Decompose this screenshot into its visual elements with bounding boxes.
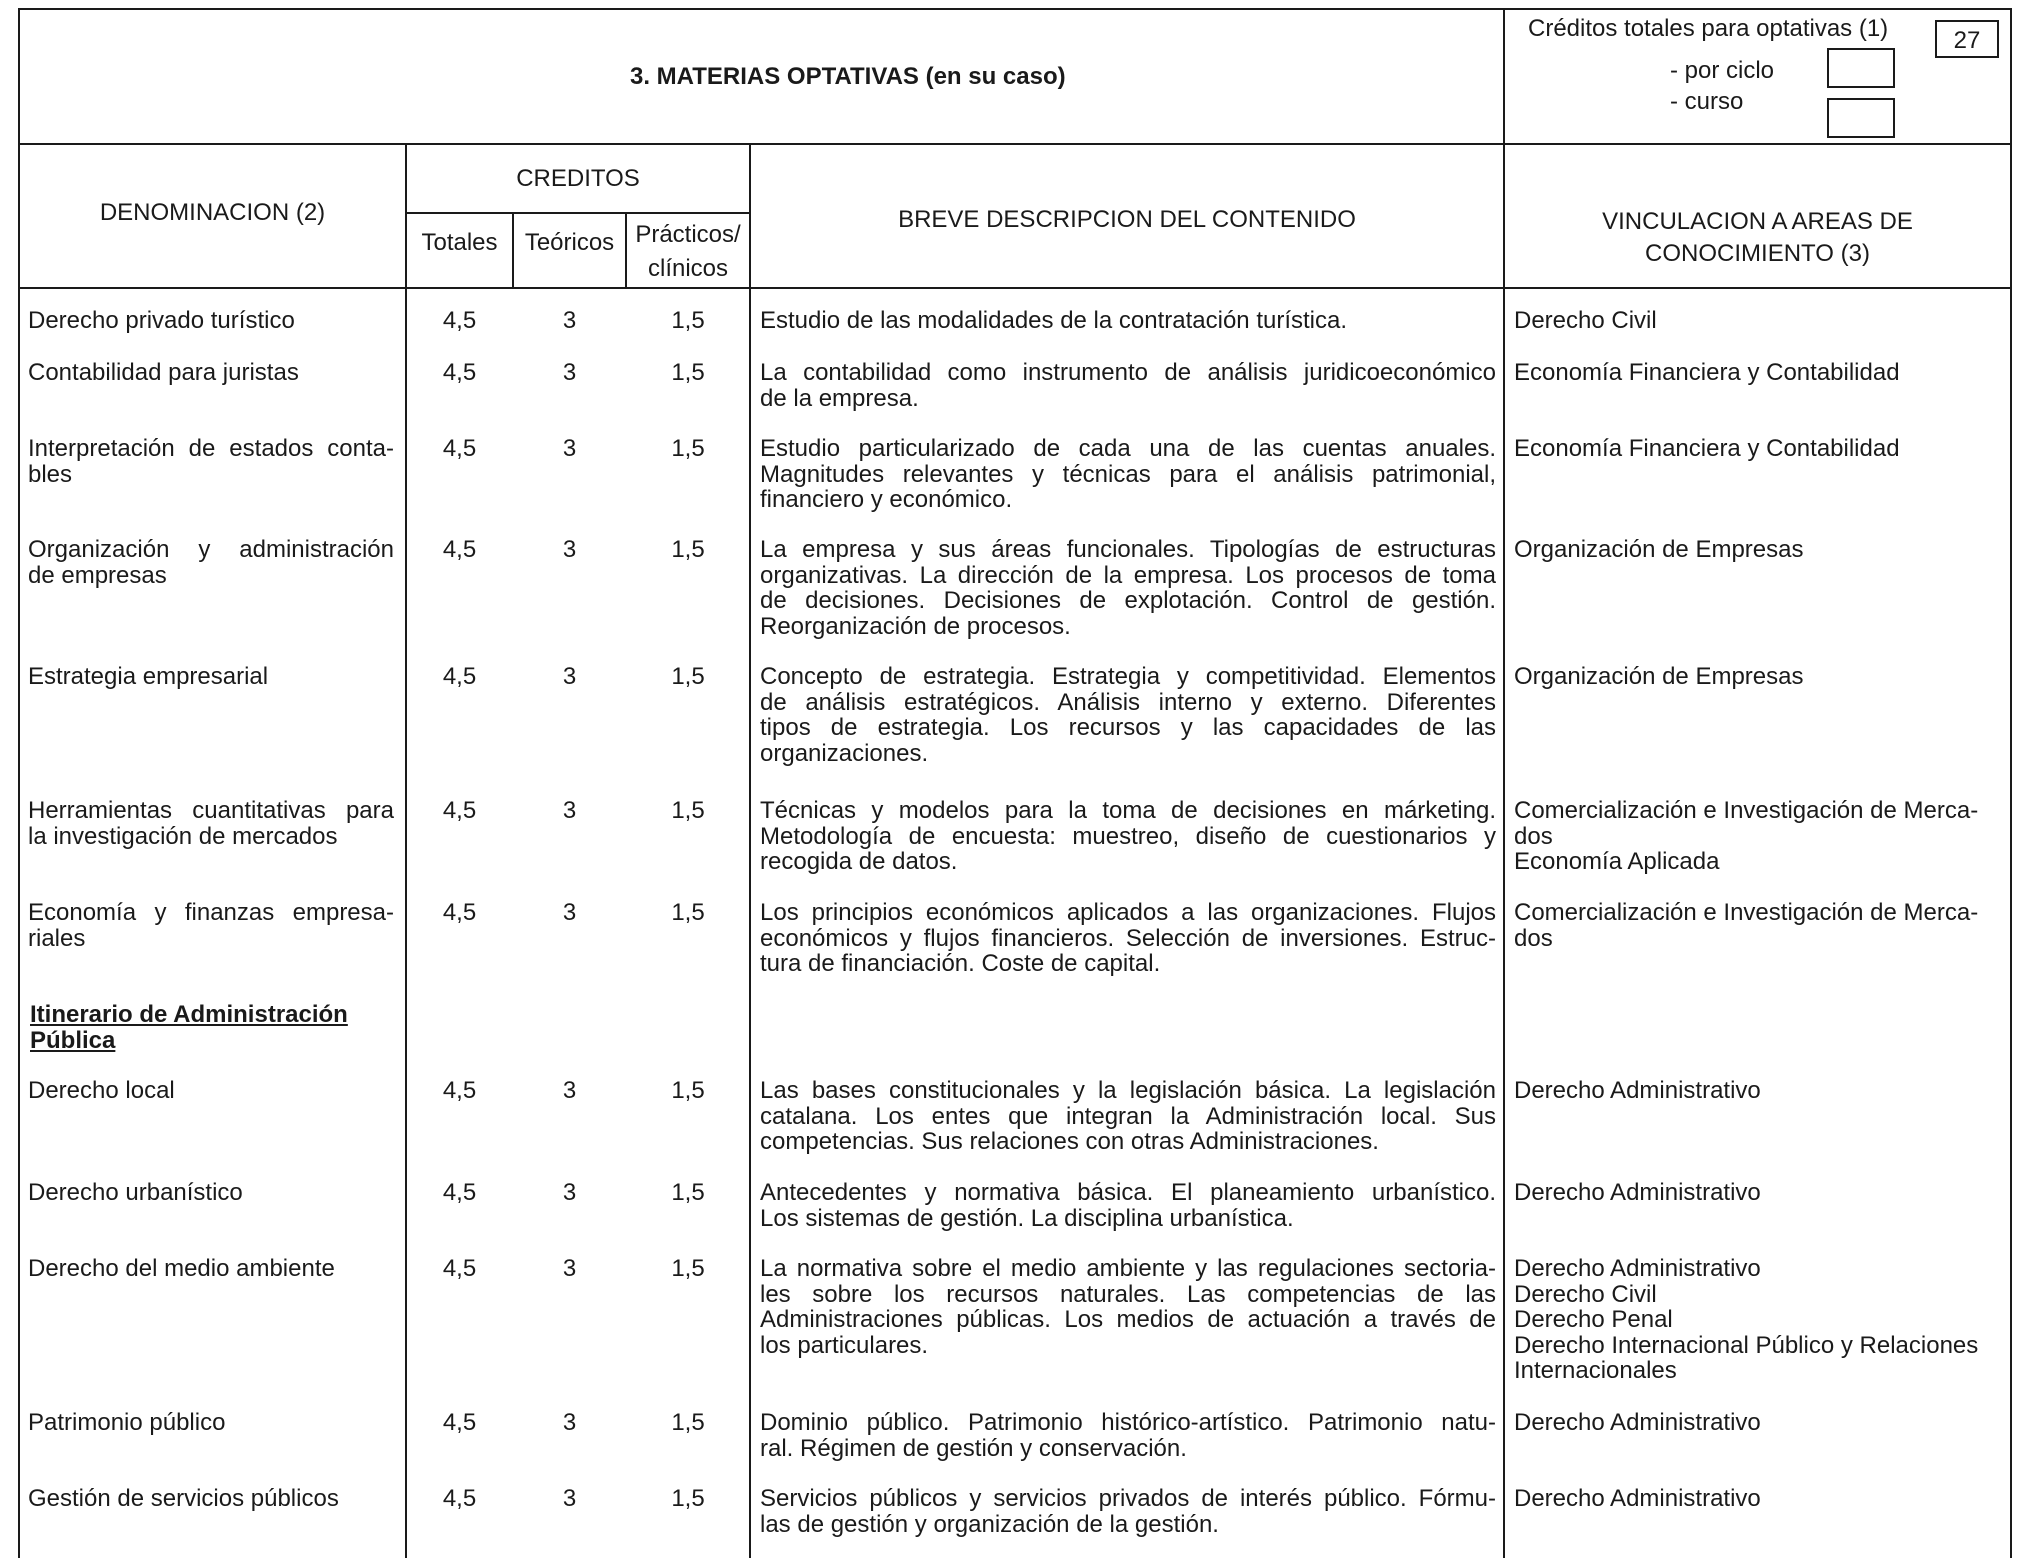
credits-teoricos: 3 xyxy=(562,1255,577,1282)
credits-practicos: 1,5 xyxy=(671,359,705,386)
knowledge-area: Derecho Internacional Público y Relaciones xyxy=(1514,1331,1979,1359)
credits-teoricos: 3 xyxy=(562,1485,577,1512)
subject-name: Estrategia empresarial xyxy=(28,663,269,690)
column-header-bottom-rule xyxy=(18,287,2012,289)
knowledge-area: Comercialización e Investigación de Merca- xyxy=(1514,797,1979,824)
per-cycle-label: - por ciclo xyxy=(1670,57,1775,84)
per-course-label: - curso xyxy=(1670,88,1744,115)
col-divider-practicos xyxy=(749,143,751,1558)
credits-practicos: 1,5 xyxy=(671,797,705,824)
description-line: Estudio de las modalidades de la contratación turística. xyxy=(760,307,1348,334)
credits-practicos: 1,5 xyxy=(671,307,705,334)
credits-totales: 4,5 xyxy=(442,435,477,462)
credits-teoricos: 3 xyxy=(562,1409,577,1436)
knowledge-area: dos xyxy=(1514,822,1553,850)
subject-name: Derecho privado turístico xyxy=(28,307,295,334)
knowledge-area: Derecho Administrativo xyxy=(1514,1077,1761,1104)
credits-total-label: Créditos totales para optativas (1) xyxy=(1528,15,1889,42)
col-header-descripcion: BREVE DESCRIPCION DEL CONTENIDO xyxy=(898,206,1356,233)
description-line: organizativas. La dirección de la empresa. Los procesos de toma xyxy=(760,561,1496,589)
subject-name: Derecho urbanístico xyxy=(28,1179,243,1206)
description-line: Antecedentes y normativa básica. El planeamiento urbanístico. xyxy=(760,1179,1496,1206)
knowledge-area: dos xyxy=(1514,924,1553,952)
credits-teoricos: 3 xyxy=(562,1179,577,1206)
credits-practicos: 1,5 xyxy=(671,536,705,563)
credits-totales: 4,5 xyxy=(442,307,477,334)
description-line: los particulares. xyxy=(760,1331,929,1359)
credits-teoricos: 3 xyxy=(562,663,577,690)
description-line: Administraciones públicas. Los medios de actuación a través de xyxy=(760,1306,1496,1333)
subject-name: Gestión de servicios públicos xyxy=(28,1485,339,1512)
credits-teoricos: 3 xyxy=(562,307,577,334)
subject-name: Organización y administración xyxy=(28,536,394,563)
credits-practicos: 1,5 xyxy=(671,1485,705,1512)
credits-total-value: 27 xyxy=(1953,27,1981,54)
credits-teoricos: 3 xyxy=(562,899,577,926)
col-header-creditos: CREDITOS xyxy=(516,165,640,192)
subject-name: Derecho local xyxy=(28,1077,175,1104)
credits-totales: 4,5 xyxy=(442,663,477,690)
table-right-border xyxy=(2010,8,2012,1558)
description-line: Técnicas y modelos para la toma de decisiones en márketing. xyxy=(760,797,1496,824)
creditos-subheader-rule xyxy=(405,212,750,214)
credits-totales: 4,5 xyxy=(442,1409,477,1436)
description-line: económicos y flujos financieros. Selección de inversiones. Estruc- xyxy=(760,924,1496,952)
description-line: tura de financiación. Coste de capital. xyxy=(760,950,1161,977)
col-header-totales: Totales xyxy=(421,229,498,256)
credits-totales: 4,5 xyxy=(442,536,477,563)
knowledge-area: Derecho Administrativo xyxy=(1514,1409,1761,1436)
table-top-border xyxy=(18,8,2012,10)
knowledge-area: Economía Aplicada xyxy=(1514,848,1720,875)
credits-teoricos: 3 xyxy=(562,797,577,824)
subject-name: Patrimonio público xyxy=(28,1409,226,1436)
credits-totales: 4,5 xyxy=(442,1485,477,1512)
subject-name: bles xyxy=(28,460,73,488)
description-line: Los principios económicos aplicados a las organizaciones. Flujos xyxy=(760,899,1496,926)
section-heading: Pública xyxy=(30,1026,116,1054)
subject-name: Interpretación de estados conta- xyxy=(28,435,394,462)
knowledge-area: Economía Financiera y Contabilidad xyxy=(1514,359,1900,386)
col-header-vinculacion-line1: VINCULACION A AREAS DE xyxy=(1602,208,1913,235)
description-line: de la empresa. xyxy=(760,384,919,412)
credits-practicos: 1,5 xyxy=(671,1179,705,1206)
per-course-box xyxy=(1827,98,1895,138)
description-line: Reorganización de procesos. xyxy=(760,612,1071,640)
credits-teoricos: 3 xyxy=(562,435,577,462)
credits-practicos: 1,5 xyxy=(671,1409,705,1436)
knowledge-area: Derecho Civil xyxy=(1514,1280,1657,1308)
col-header-practicos-line1: Prácticos/ xyxy=(635,221,741,248)
description-line: competencias. Sus relaciones con otras Administraciones. xyxy=(760,1128,1379,1155)
col-divider-denominacion xyxy=(405,143,407,1558)
col-header-practicos-line2: clínicos xyxy=(647,255,729,282)
knowledge-area: Economía Financiera y Contabilidad xyxy=(1514,435,1900,462)
subject-name: Herramientas cuantitativas para xyxy=(28,797,394,824)
knowledge-area: Derecho Civil xyxy=(1514,307,1657,334)
description-line: catalana. Los entes que integran la Administración local. Sus xyxy=(760,1102,1496,1130)
description-line: La empresa y sus áreas funcionales. Tipologías de estructuras xyxy=(760,536,1496,563)
description-line: ral. Régimen de gestión y conservación. xyxy=(760,1434,1187,1462)
description-line: recogida de datos. xyxy=(760,848,958,875)
description-line: Magnitudes relevantes y técnicas para el análisis patrimonial, xyxy=(760,460,1496,488)
section-heading: Itinerario de Administración xyxy=(30,1001,348,1028)
subject-name: de empresas xyxy=(28,561,167,589)
description-line: financiero y económico. xyxy=(760,486,1013,513)
description-line: de decisiones. Decisiones de explotación. Control de gestión. xyxy=(760,587,1496,614)
credits-totales: 4,5 xyxy=(442,899,477,926)
credits-practicos: 1,5 xyxy=(671,1255,705,1282)
knowledge-area: Derecho Administrativo xyxy=(1514,1179,1761,1206)
description-line: La normativa sobre el medio ambiente y las regulaciones sectoria- xyxy=(760,1255,1496,1282)
subject-name: Contabilidad para juristas xyxy=(28,359,299,386)
subject-name: Derecho del medio ambiente xyxy=(28,1255,335,1282)
col-divider-vinculacion xyxy=(1503,288,1505,1558)
credits-practicos: 1,5 xyxy=(671,663,705,690)
knowledge-area: Derecho Administrativo xyxy=(1514,1255,1761,1282)
knowledge-area: Comercialización e Investigación de Merca- xyxy=(1514,899,1979,926)
credits-totales: 4,5 xyxy=(442,359,477,386)
credits-practicos: 1,5 xyxy=(671,899,705,926)
description-line: las de gestión y organización de la gestión. xyxy=(760,1510,1219,1538)
credits-teoricos: 3 xyxy=(562,359,577,386)
knowledge-area: Derecho Administrativo xyxy=(1514,1485,1761,1512)
credits-totales: 4,5 xyxy=(442,1255,477,1282)
description-line: Dominio público. Patrimonio histórico-artístico. Patrimonio natu- xyxy=(760,1409,1496,1436)
col-header-teoricos: Teóricos xyxy=(524,229,615,256)
col-header-denominacion: DENOMINACION (2) xyxy=(99,199,326,226)
section-title: 3. MATERIAS OPTATIVAS (en su caso) xyxy=(630,63,1066,90)
knowledge-area: Derecho Penal xyxy=(1514,1306,1673,1333)
description-line: Las bases constitucionales y la legislación básica. La legislación xyxy=(760,1077,1496,1104)
description-line: tipos de estrategia. Los recursos y las capacidades de las xyxy=(760,714,1496,741)
credits-practicos: 1,5 xyxy=(671,1077,705,1104)
header-bottom-rule xyxy=(18,143,2012,145)
knowledge-area: Organización de Empresas xyxy=(1514,663,1804,690)
credits-totales: 4,5 xyxy=(442,797,477,824)
description-line: les sobre los recursos naturales. Las competencias de las xyxy=(760,1280,1496,1308)
col-header-vinculacion-line2: CONOCIMIENTO (3) xyxy=(1645,240,1870,267)
credits-practicos: 1,5 xyxy=(671,435,705,462)
description-line: Los sistemas de gestión. La disciplina urbanística. xyxy=(760,1204,1294,1232)
description-line: organizaciones. xyxy=(760,739,929,767)
knowledge-area: Internacionales xyxy=(1514,1357,1677,1384)
description-line: Metodología de encuesta: muestreo, diseño de cuestionarios y xyxy=(760,822,1496,850)
credits-total-box xyxy=(1935,20,1999,58)
knowledge-area: Organización de Empresas xyxy=(1514,536,1804,563)
description-line: Estudio particularizado de cada una de las cuentas anuales. xyxy=(760,435,1496,462)
description-line: Concepto de estrategia. Estrategia y competitividad. Elementos xyxy=(760,663,1496,690)
per-cycle-box xyxy=(1827,48,1895,88)
credits-totales: 4,5 xyxy=(442,1179,477,1206)
description-line: Servicios públicos y servicios privados de interés público. Fórmu- xyxy=(760,1485,1496,1512)
table-left-border xyxy=(18,8,20,1558)
credits-teoricos: 3 xyxy=(562,1077,577,1104)
subject-name: Economía y finanzas empresa- xyxy=(28,899,394,926)
description-line: La contabilidad como instrumento de análisis juridicoeconómico xyxy=(760,359,1496,386)
credits-teoricos: 3 xyxy=(562,536,577,563)
description-line: de análisis estratégicos. Análisis interno y externo. Diferentes xyxy=(760,688,1496,716)
subject-name: la investigación de mercados xyxy=(28,822,338,850)
credits-totales: 4,5 xyxy=(442,1077,477,1104)
subject-name: riales xyxy=(28,924,86,952)
